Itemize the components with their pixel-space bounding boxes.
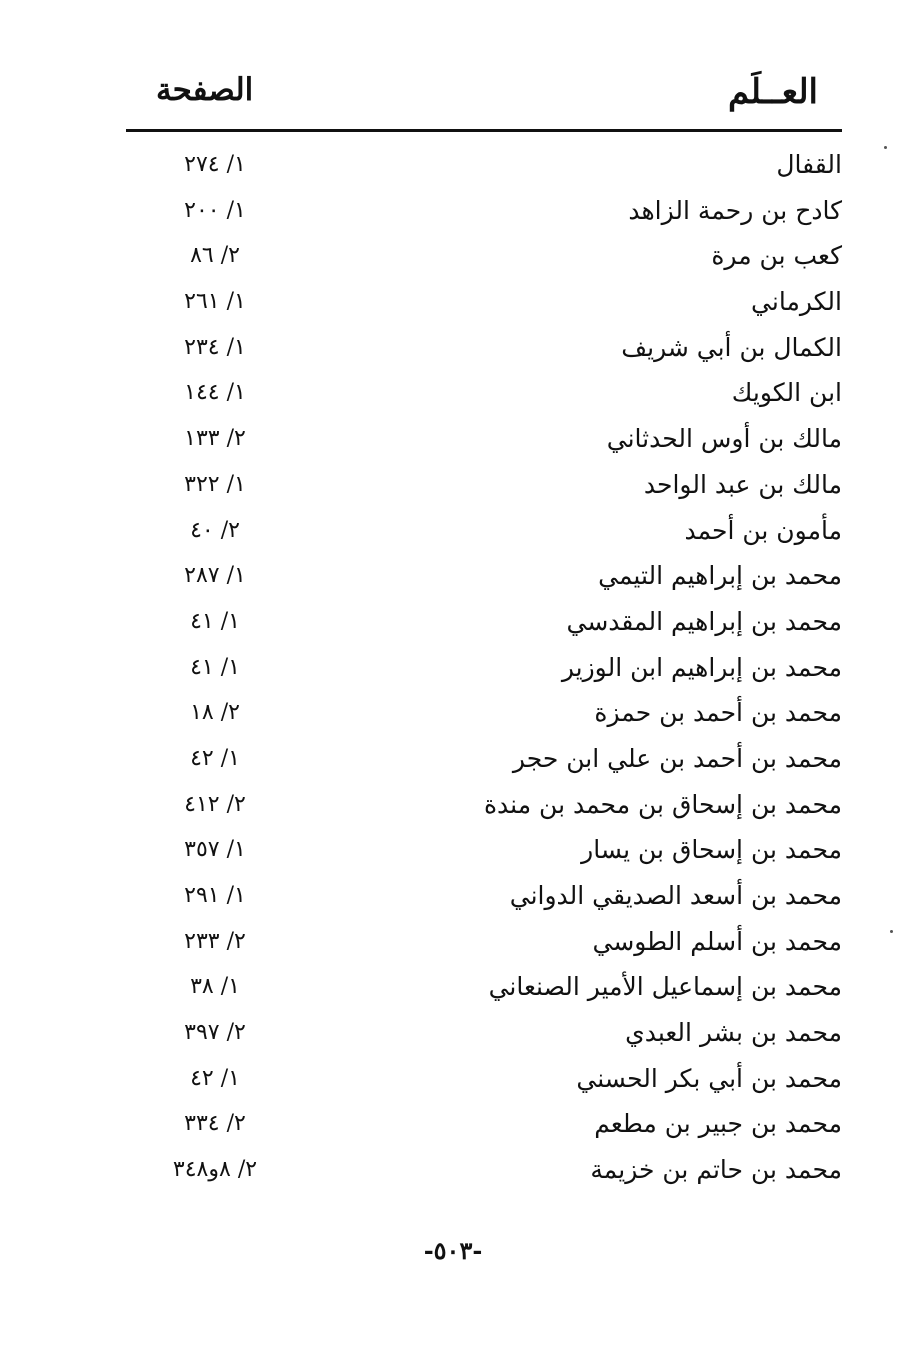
entry-page-ref: ٢/ ١٨ — [190, 700, 240, 726]
index-entry — [120, 194, 842, 240]
index-entry — [120, 879, 842, 925]
index-entry — [120, 422, 842, 468]
entry-name: مالك بن عبد الواحد — [643, 469, 842, 499]
entry-name: كادح بن رحمة الزاهد — [628, 195, 842, 225]
entry-page-ref: ١/ ٣٢٢ — [184, 471, 246, 497]
index-entry — [120, 1153, 842, 1199]
entry-page-ref: ١/ ٢٣٤ — [184, 334, 246, 360]
index-entry — [120, 468, 842, 514]
page-number: -٥٠٣- — [423, 1236, 483, 1265]
index-entry — [120, 605, 842, 651]
entry-name: مأمون بن أحمد — [684, 515, 842, 545]
entry-name: محمد بن إسحاق بن يسار — [581, 835, 842, 865]
entry-page-ref: ١/ ٢٩١ — [184, 883, 246, 908]
entry-page-ref: ١/ ٤١ — [190, 608, 240, 634]
entry-name: محمد بن حاتم بن خزيمة — [590, 1155, 842, 1185]
entry-name: محمد بن إسحاق بن محمد بن مندة — [483, 789, 842, 819]
entry-page-ref: ١/ ١٤٤ — [184, 380, 246, 406]
entry-name: محمد بن إبراهيم التيمي — [598, 561, 842, 591]
index-entry — [120, 376, 842, 422]
index-entry — [120, 651, 842, 697]
entry-page-ref: ٢/ ٨و٣٤٨ — [172, 1157, 258, 1183]
index-entry — [120, 925, 842, 971]
entry-page-ref: ١/ ٣٥٧ — [184, 837, 246, 863]
entry-page-ref: ٢/ ٢٣٣ — [184, 928, 246, 954]
index-entry-list — [120, 148, 842, 1199]
index-entry — [120, 788, 842, 834]
index-entry — [120, 239, 842, 285]
entry-page-ref: ١/ ٢٧٤ — [184, 152, 246, 177]
index-entry — [120, 1062, 842, 1108]
entry-page-ref: ١/ ٤٢ — [190, 1065, 240, 1091]
index-entry — [120, 331, 842, 377]
entry-page-ref: ١/ ٣٨ — [190, 974, 240, 1000]
index-entry — [120, 1107, 842, 1153]
entry-name: الكمال بن أبي شريف — [621, 332, 842, 362]
entry-page-ref: ٢/ ٣٩٧ — [184, 1020, 246, 1046]
entry-name: محمد بن أبي بكر الحسني — [576, 1063, 842, 1093]
entry-name: محمد بن بشر العبدي — [625, 1018, 842, 1048]
entry-name: محمد بن إسماعيل الأمير الصنعاني — [488, 972, 842, 1002]
entry-name: محمد بن أحمد بن حمزة — [594, 698, 842, 728]
entry-name: القفال — [776, 150, 842, 179]
index-entry — [120, 514, 842, 560]
entry-page-ref: ٢/ ٤٠ — [190, 517, 240, 543]
entry-name: محمد بن أحمد بن علي ابن حجر — [512, 743, 842, 773]
entry-name: الكرماني — [751, 287, 842, 317]
entry-page-ref: ٢/ ١٣٣ — [184, 426, 246, 452]
index-entry — [120, 970, 842, 1016]
entry-name: محمد بن جبير بن مطعم — [594, 1109, 842, 1139]
entry-name: كعب بن مرة — [711, 241, 842, 271]
entry-page-ref: ١/ ٤١ — [190, 654, 240, 680]
index-entry — [120, 833, 842, 879]
entry-page-ref: ٢/ ٣٣٤ — [184, 1111, 246, 1137]
column-header-page: الصفحة — [156, 72, 254, 108]
entry-page-ref: ٢/ ٨٦ — [190, 243, 240, 269]
entry-name: محمد بن إبراهيم ابن الوزير — [561, 652, 842, 682]
index-entry — [120, 285, 842, 331]
entry-name: محمد بن إبراهيم المقدسي — [566, 606, 842, 636]
entry-page-ref: ١/ ٤٢ — [190, 745, 240, 771]
index-entry — [120, 742, 842, 788]
scan-speck — [884, 146, 887, 149]
entry-page-ref: ٢/ ٤١٢ — [184, 791, 246, 817]
entry-page-ref: ١/ ٢٠٠ — [184, 197, 246, 223]
index-entry — [120, 696, 842, 742]
entry-name: ابن الكويك — [731, 378, 842, 408]
index-entry — [120, 1016, 842, 1062]
entry-name: محمد بن أسلم الطوسي — [592, 926, 842, 956]
entry-page-ref: ١/ ٢٦١ — [184, 289, 246, 315]
entry-name: محمد بن أسعد الصديقي الدواني — [509, 881, 842, 910]
entry-page-ref: ١/ ٢٨٧ — [184, 563, 246, 589]
scan-speck — [890, 930, 893, 933]
header-rule — [126, 129, 842, 132]
index-entry — [120, 559, 842, 605]
entry-name: مالك بن أوس الحدثاني — [606, 424, 842, 454]
index-entry — [120, 148, 842, 194]
column-header-name: العــلَم — [727, 72, 818, 112]
